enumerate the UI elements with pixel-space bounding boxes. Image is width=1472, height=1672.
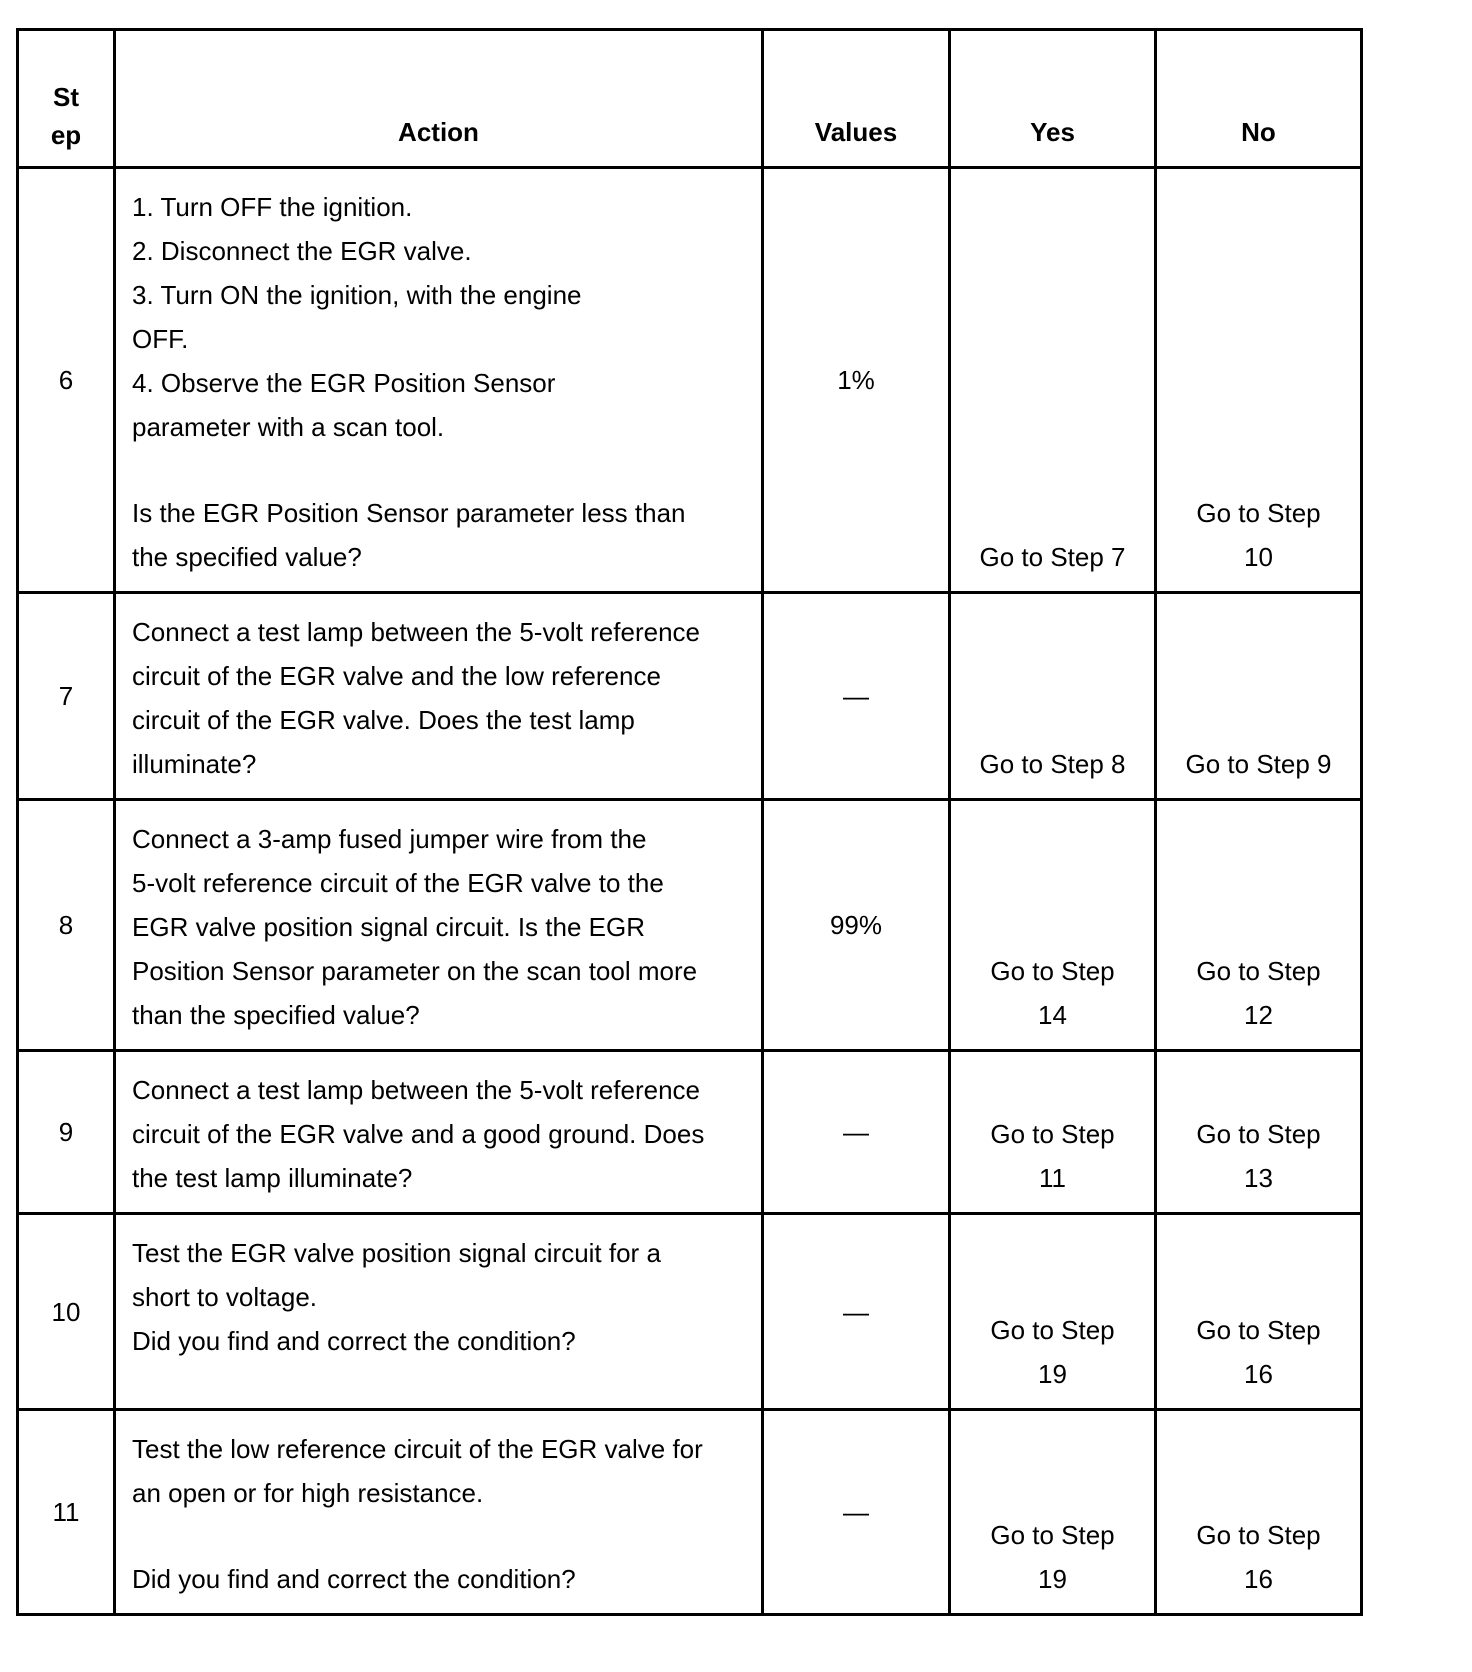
yes-cell	[950, 1051, 1156, 1214]
action-line: 1. Turn OFF the ignition.	[132, 192, 413, 222]
header-values: Values	[763, 30, 950, 168]
action-line: Connect a test lamp between the 5-volt reference	[132, 1075, 700, 1105]
table-row	[18, 1214, 1362, 1410]
no-cell	[1156, 800, 1362, 1051]
yes-line: Go to Step	[990, 1119, 1115, 1149]
no-cell	[1156, 1214, 1362, 1410]
yes-line: 19	[1038, 1564, 1067, 1594]
action-cell	[115, 1051, 763, 1214]
no-line: Go to Step	[1196, 498, 1321, 528]
action-line: circuit of the EGR valve. Does the test lamp	[132, 705, 635, 735]
no-line: 16	[1244, 1359, 1273, 1389]
value-cell: —	[763, 1214, 950, 1410]
spacer	[132, 1515, 749, 1557]
action-line: short to voltage.	[132, 1282, 317, 1312]
action-cell	[115, 168, 763, 593]
yes-cell	[950, 168, 1156, 593]
action-line: Is the EGR Position Sensor parameter less than	[132, 498, 686, 528]
action-line: circuit of the EGR valve and the low reference	[132, 661, 661, 691]
action-line: circuit of the EGR valve and a good ground. Does	[132, 1119, 705, 1149]
yes-cell	[950, 593, 1156, 800]
action-line: Test the EGR valve position signal circuit for a	[132, 1238, 661, 1268]
no-cell	[1156, 168, 1362, 593]
no-cell	[1156, 593, 1362, 800]
diagnostic-table	[16, 28, 1363, 1616]
value-cell: 1%	[763, 168, 950, 593]
spacer	[132, 449, 749, 491]
yes-line: Go to Step 8	[979, 749, 1126, 779]
yes-cell	[950, 1214, 1156, 1410]
step-number: 7	[18, 593, 115, 800]
action-line: illuminate?	[132, 749, 257, 779]
action-line: than the specified value?	[132, 1000, 420, 1030]
table-row	[18, 1410, 1362, 1615]
action-line: OFF.	[132, 324, 189, 354]
yes-line: 11	[1039, 1163, 1066, 1193]
yes-cell	[950, 1410, 1156, 1615]
action-line: 4. Observe the EGR Position Sensor	[132, 368, 556, 398]
action-line: Connect a 3-amp fused jumper wire from the	[132, 824, 647, 854]
step-number: 11	[18, 1410, 115, 1615]
action-lines	[132, 185, 749, 579]
action-cell	[115, 1214, 763, 1410]
yes-line: Go to Step	[990, 956, 1115, 986]
no-line: 12	[1244, 1000, 1273, 1030]
value-cell: —	[763, 1410, 950, 1615]
value-cell: —	[763, 593, 950, 800]
table-row	[18, 593, 1362, 800]
action-line: 2. Disconnect the EGR valve.	[132, 236, 472, 266]
no-line: 13	[1244, 1163, 1273, 1193]
action-cell	[115, 1410, 763, 1615]
table-row	[18, 1051, 1362, 1214]
value-cell: 99%	[763, 800, 950, 1051]
action-line: the specified value?	[132, 542, 362, 572]
action-line: Position Sensor parameter on the scan tool more	[132, 956, 698, 986]
no-cell	[1156, 1410, 1362, 1615]
value-cell: —	[763, 1051, 950, 1214]
header-no: No	[1156, 30, 1362, 168]
action-cell	[115, 800, 763, 1051]
action-line: Test the low reference circuit of the EGR valve for	[132, 1434, 703, 1464]
no-line: Go to Step	[1196, 1119, 1321, 1149]
no-line: Go to Step	[1196, 956, 1321, 986]
header-step-line-1: St	[53, 82, 79, 112]
action-line: 5-volt reference circuit of the EGR valve to the	[132, 868, 664, 898]
step-number: 9	[18, 1051, 115, 1214]
action-line: an open or for high resistance.	[132, 1478, 484, 1508]
step-number: 8	[18, 800, 115, 1051]
action-line: the test lamp illuminate?	[132, 1163, 413, 1193]
no-cell	[1156, 1051, 1362, 1214]
yes-line: 19	[1038, 1359, 1067, 1389]
header-step	[18, 30, 115, 168]
no-line: Go to Step	[1196, 1315, 1321, 1345]
no-line: Go to Step 9	[1185, 749, 1332, 779]
action-cell	[115, 593, 763, 800]
header-step-line-2: ep	[50, 120, 82, 150]
yes-line: Go to Step	[990, 1520, 1115, 1550]
action-line: 3. Turn ON the ignition, with the engine	[132, 280, 582, 310]
yes-line: 14	[1038, 1000, 1067, 1030]
no-line: Go to Step	[1196, 1520, 1321, 1550]
action-line: Did you find and correct the condition?	[132, 1564, 576, 1594]
table-row	[18, 168, 1362, 593]
action-line: EGR valve position signal circuit. Is the EGR	[132, 912, 645, 942]
header-yes: Yes	[950, 30, 1156, 168]
no-line: 16	[1244, 1564, 1273, 1594]
step-number: 10	[18, 1214, 115, 1410]
table-row	[18, 800, 1362, 1051]
action-line: Connect a test lamp between the 5-volt reference	[132, 617, 700, 647]
action-line: parameter with a scan tool.	[132, 412, 445, 442]
no-line: 10	[1244, 542, 1273, 572]
yes-line: Go to Step	[990, 1315, 1115, 1345]
header-row	[18, 30, 1362, 168]
yes-cell	[950, 800, 1156, 1051]
yes-line: Go to Step 7	[979, 542, 1126, 572]
action-line: Did you find and correct the condition?	[132, 1326, 576, 1356]
header-action: Action	[115, 30, 763, 168]
step-number: 6	[18, 168, 115, 593]
